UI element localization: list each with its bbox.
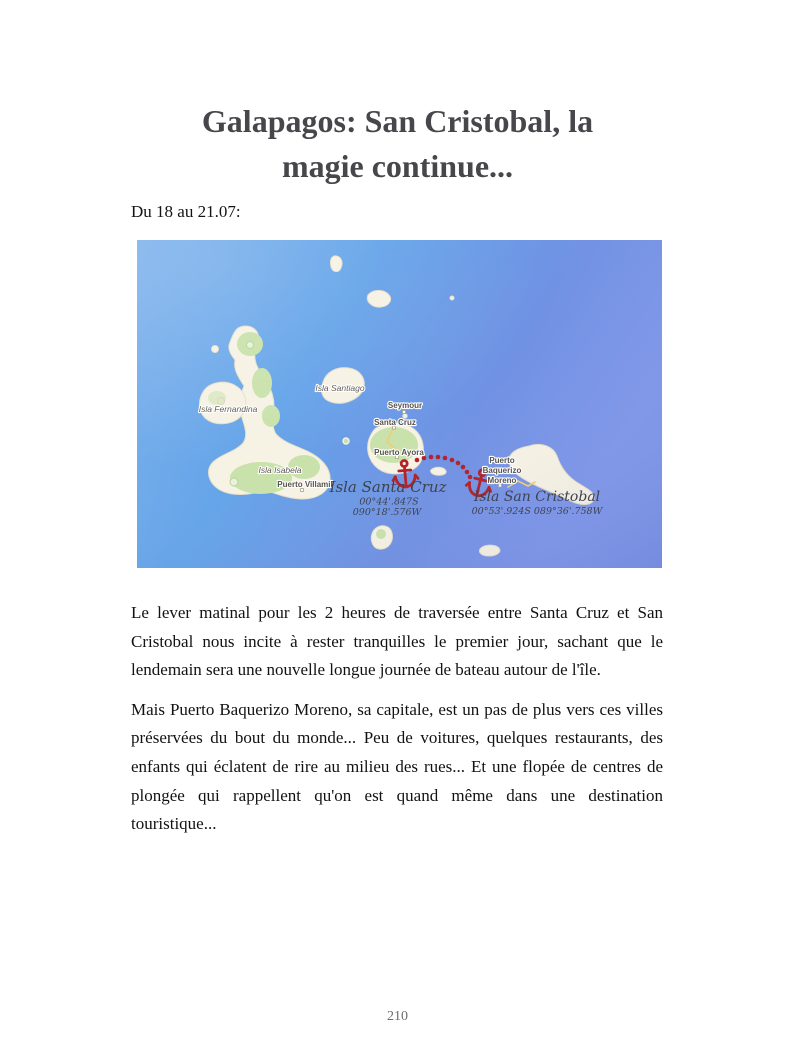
page-title <box>0 99 795 189</box>
galapagos-map-image <box>137 240 662 568</box>
galapagos-map <box>137 240 662 568</box>
page-title-line1: Galapagos: San Cristobal, la <box>201 103 594 139</box>
date-subtitle: Du 18 au 21.07: <box>131 202 241 221</box>
paragraph-2: Mais Puerto Baquerizo Moreno, sa capitale, est un pas de plus vers ces villes préservées du bout du monde... Peu de voitures, quelques restaurants, des enfants qui éclatent de rire au milieu des rues... Et une flopée de centres de plongée qui rappellent qu'on est quand même dans une destination touristique... <box>131 699 663 834</box>
page-title-line2: magie continue... <box>281 148 514 184</box>
sea-vignette <box>137 240 662 568</box>
page-number: 210 <box>387 1009 408 1024</box>
paragraph-1: Le lever matinal pour les 2 heures de traversée entre Santa Cruz et San Cristobal nous incite à rester tranquilles le premier jour, sachant que le lendemain sera une nouvelle longue journée de bateau autour de l'île. <box>131 603 663 680</box>
body-text <box>131 599 663 850</box>
